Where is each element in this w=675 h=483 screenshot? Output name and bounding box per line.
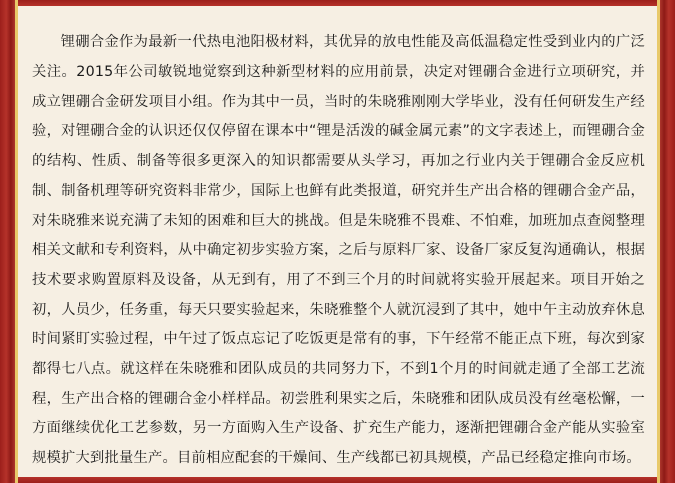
- left-border-ornament: [0, 0, 18, 483]
- bottom-border-strip: [0, 477, 675, 483]
- right-border-gold-line: [657, 0, 660, 483]
- paper-surface: [18, 6, 657, 477]
- article-body-paragraph: 锂硼合金作为最新一代热电池阳极材料，其优异的放电性能及高低温稳定性受到业内的广泛关注。2015年公司敏锐地觉察到这种新型材料的应用前景，决定对锂硼合金进行立项研究，并成立锂硼合金研发项目小组。作为其中一员，当时的朱晓雅刚刚大学毕业，没有任何研发生产经验，对锂硼合金的认识还仅仅停留在课本中“锂是活泼的碱金属元素”的文字表述上，而锂硼合金的结构、性质、制备等很多更深入的知识都需要从头学习，再加之行业内关于锂硼合金反应机制、制备机理等研究资料非常少，国际上也鲜有此类报道，研究并生产出合格的锂硼合金产品，对朱晓雅来说充满了未知的困难和巨大的挑战。但是朱晓雅不畏难、不怕难，加班加点查阅整理相关文献和专利资料，从中确定初步实验方案，之后与原料厂家、设备厂家反复沟通确认，根据技术要求购置原料及设备，从无到有，用了不到三个月的时间就将实验开展起来。项目开始之初，人员少，任务重，每天只要实验起来，朱晓雅整个人就沉浸到了其中，她中午主动放弃休息时间紧盯实验过程，中午过了饭点忘记了吃饭更是常有的事，下午经常不能正点下班，每次到家都得七八点。就这样在朱晓雅和团队成员的共同努力下，不到1个月的时间就走通了全部工艺流程，生产出合格的锂硼合金小样样品。初尝胜利果实之后，朱晓雅和团队成员没有丝毫松懈，一方面继续优化工艺参数，另一方面购入生产设备、扩充生产能力，逐渐把锂硼合金产能从实验室规模扩大到批量生产。目前相应配套的干燥间、生产线都已初具规模，产品已经稳定推向市场。: [32, 34, 645, 467]
- right-border-ornament: [657, 0, 675, 483]
